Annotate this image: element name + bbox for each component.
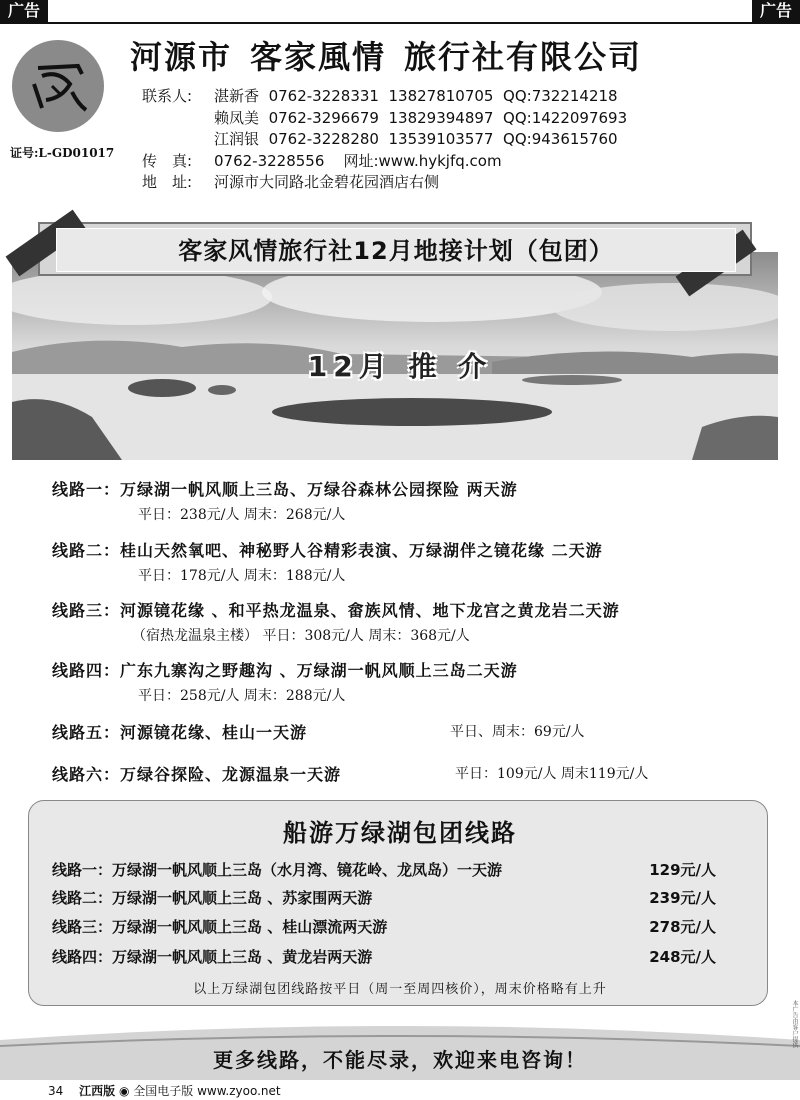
boat-route-3 (52, 916, 716, 937)
route-6-price: 平日：109元/人 周末119元/人 (455, 766, 649, 782)
route-price: 平日：258元/人 周末：288元/人 (138, 688, 346, 704)
top-rule (0, 22, 800, 24)
route-desc: 河源镜花缘 、和平热龙温泉、畲族风情、地下龙宫之黄龙岩二天游 (120, 601, 620, 620)
company-logo (12, 40, 104, 132)
license-number: 证号:L-GD01017 (10, 146, 115, 160)
fax-label: 传 真: (142, 152, 193, 170)
ad-label-left: 广告 (0, 0, 48, 22)
contact-row-3 (214, 128, 618, 149)
contact-name: 赖凤美 (214, 109, 260, 127)
contact-tel[interactable]: 0762-3228280 (268, 130, 379, 148)
guest-character-logo-icon (12, 40, 104, 132)
address-value: 河源市大同路北金碧花园酒店右侧 (214, 173, 440, 191)
route-desc: 广东九寨沟之野趣沟 、万绿湖一帆风顺上三岛二天游 (120, 661, 518, 680)
route-price: 平日：178元/人 周末：188元/人 (138, 568, 346, 584)
page-number: 34 (48, 1084, 64, 1098)
boat-route-4 (52, 946, 716, 967)
contact-mobile[interactable]: 13539103577 (388, 130, 494, 148)
route-5 (52, 720, 307, 743)
route-price: （宿热龙温泉主楼） 平日：308元/人 周末：368元/人 (132, 628, 470, 644)
company-brand: 客家風情 (250, 38, 387, 76)
route-2 (52, 538, 603, 585)
qq-label: QQ: (503, 87, 532, 105)
contact-mobile[interactable]: 13829394897 (388, 109, 494, 127)
boat-route-label: 线路二： (52, 889, 113, 907)
edition-label: 江西版 (79, 1084, 116, 1098)
boat-route-price: 239元/人 (649, 889, 716, 907)
page-footer (48, 1082, 281, 1099)
route-4 (52, 658, 518, 705)
boat-route-price: 278元/人 (649, 918, 716, 936)
company-suffix: 旅行社有限公司 (404, 38, 643, 76)
emblem-icon: ◉ (118, 1084, 130, 1098)
contact-tel[interactable]: 0762-3296679 (268, 109, 379, 127)
fax-row (142, 150, 502, 171)
boat-route-price: 248元/人 (649, 948, 716, 966)
route-6 (52, 762, 341, 785)
boat-route-desc: 万绿湖一帆风顺上三岛 、黄龙岩两天游 (112, 948, 373, 966)
boat-route-1 (52, 859, 716, 880)
address-label: 地 址: (142, 173, 193, 191)
boat-route-desc: 万绿湖一帆风顺上三岛（水月湾、镜花岭、龙凤岛）一天游 (112, 861, 503, 879)
boat-route-2 (52, 887, 716, 908)
route-desc: 桂山天然氧吧、神秘野人谷精彩表演、万绿湖伴之镜花缘 二天游 (120, 541, 603, 560)
contact-qq[interactable]: 1422097693 (531, 109, 628, 127)
more-routes-text: 更多线路，不能尽录，欢迎来电咨询！ (213, 1048, 587, 1072)
contact-name: 湛新香 (214, 87, 260, 105)
boat-price-note: 以上万绿湖包团线路按平日（周一至周四核价），周末价格略有上升 (193, 982, 607, 997)
contact-mobile[interactable]: 13827810705 (388, 87, 494, 105)
web-link[interactable]: www.hykjfq.com (378, 152, 502, 170)
route-5-price: 平日、周末：69元/人 (450, 724, 585, 740)
company-name (130, 32, 642, 78)
banner-title: 客家风情旅行社12月地接计划（包团） (56, 228, 736, 272)
route-desc: 河源镜花缘、桂山一天游 (120, 723, 308, 742)
route-price: 平日：238元/人 周末：268元/人 (138, 507, 346, 523)
route-label: 线路六： (52, 765, 121, 784)
contact-row-1 (142, 85, 618, 106)
company-city: 河源市 (130, 38, 233, 76)
route-label: 线路五： (52, 723, 121, 742)
qq-label: QQ: (503, 130, 532, 148)
contact-qq[interactable]: 943615760 (531, 130, 618, 148)
ad-label-right: 广告 (752, 0, 800, 22)
route-label: 线路三： (52, 601, 121, 620)
contact-row-2 (214, 107, 627, 128)
side-disclaimer: 本广告由客户提供 (791, 1000, 798, 1048)
contact-tel[interactable]: 0762-3228331 (268, 87, 379, 105)
contact-qq[interactable]: 732214218 (531, 87, 618, 105)
web-label: 网址: (343, 152, 379, 170)
route-label: 线路四： (52, 661, 121, 680)
boat-route-label: 线路一： (52, 861, 113, 879)
qq-label: QQ: (503, 109, 532, 127)
site-link[interactable]: 全国电子版 www.zyoo.net (133, 1084, 281, 1098)
route-desc: 万绿谷探险、龙源温泉一天游 (120, 765, 342, 784)
route-1 (52, 477, 518, 524)
boat-route-desc: 万绿湖一帆风顺上三岛 、桂山漂流两天游 (112, 918, 388, 936)
route-3 (52, 598, 620, 645)
recommend-title: 12月 推 介 (307, 350, 493, 383)
route-label: 线路二： (52, 541, 121, 560)
boat-route-label: 线路三： (52, 918, 113, 936)
boat-route-price: 129元/人 (649, 861, 716, 879)
boat-title: 船游万绿湖包团线路 (283, 819, 517, 847)
route-label: 线路一： (52, 480, 121, 499)
route-desc: 万绿湖一帆风顺上三岛、万绿谷森林公园探险 两天游 (120, 480, 518, 499)
boat-route-desc: 万绿湖一帆风顺上三岛 、苏家围两天游 (112, 889, 373, 907)
contacts-label: 联系人: (142, 87, 193, 105)
contact-name: 江润银 (214, 130, 260, 148)
fax-value: 0762-3228556 (214, 152, 325, 170)
boat-route-label: 线路四： (52, 948, 113, 966)
address-row (142, 171, 439, 192)
